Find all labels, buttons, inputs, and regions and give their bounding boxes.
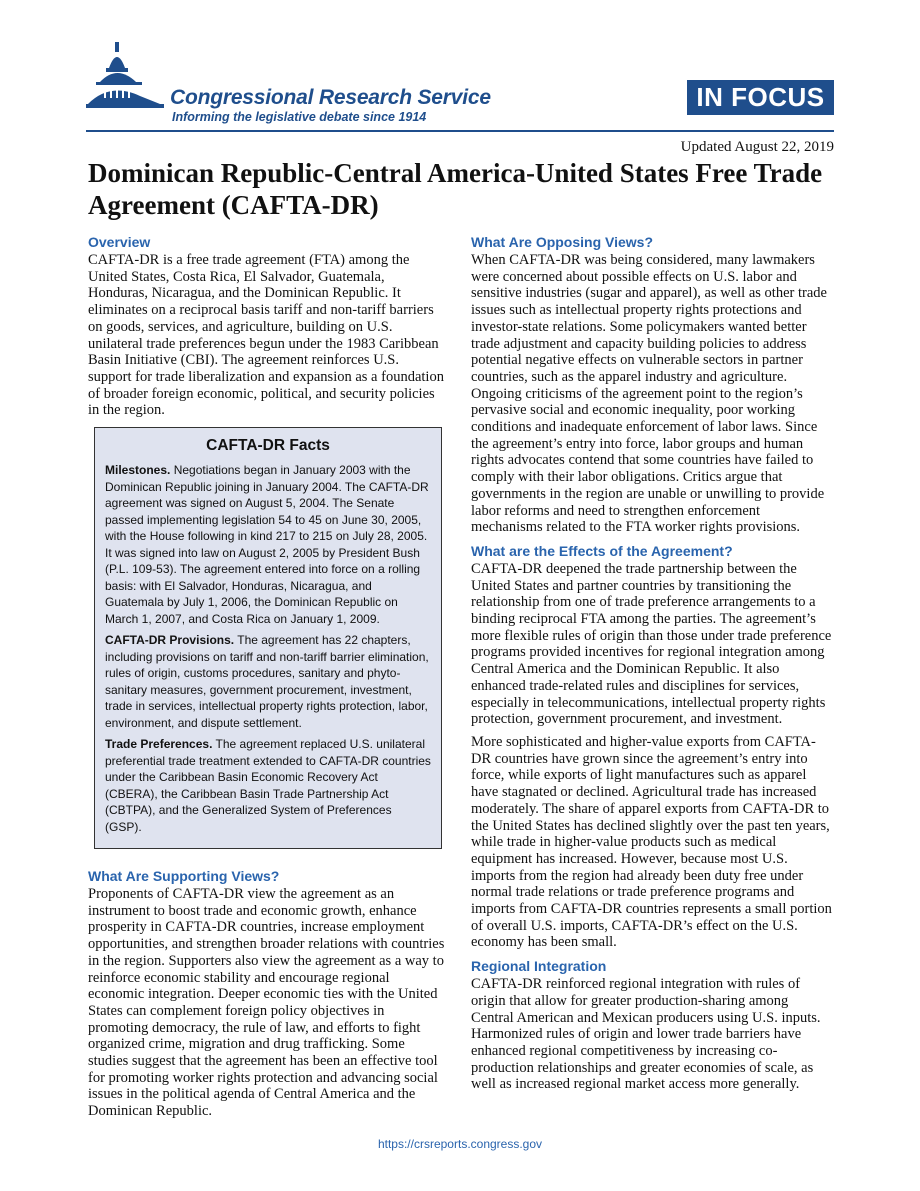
provisions-paragraph [105,632,431,731]
opposing-text: When CAFTA-DR was being considered, many lawmakers were concerned about possible effects on U.S. labor and sensitive industries (sugar and apparel), as well as other trade issues such as intellectual property rights protections and investor-state relations. Some policymakers wanted better trade adjustment and capacity building policies to address potential negative effects on vulnerable sectors in partner countries, such as the apparel industry and agriculture. Ongoing criticisms of the agreement point to the region’s pervasive social and economic inequality, poor working conditions and inadequate enforcement of labor laws. Since the agreement’s entry into force, labor groups and human rights advocates contend that some countries have failed to comply with their labor obligations. Critics argue that governments in the region are unable or unwilling to provide labor reforms and need to strengthen enforcement mechanisms related to the FTA worker rights provisions. [471,252,827,536]
effects-text-2: More sophisticated and higher-value exports from CAFTA-DR countries have grown since the agreement’s entry into force, while exports of light manufactures such as apparel have stagnated or declined. Agricultural trade has increased moderately. The share of apparel exports from CAFTA-DR to the United States has declined slightly over the past ten years, while trade in higher-value products such as medical equipment has increased. However, because most U.S. imports from the region had already been duty free under normal trade relations or trade preference programs and imports from CAFTA-DR countries represents a small portion of overall U.S. imports, CAFTA-DR’s effect on the U.S. economy has been small. [471,733,832,951]
milestones-paragraph [105,462,431,627]
overview-section [88,233,446,419]
opposing-heading: What Are Opposing Views? [471,234,654,250]
preferences-text: The agreement replaced U.S. unilateral preferential trade treatment extended to CAFTA-DR countries under the Caribbean Basin Economic Recovery Act (CBERA), the Caribbean Basin Trade Partnership Act (CBTPA), and the Generalized System of Preferences (GSP). [105,737,431,834]
effects-heading: What are the Effects of the Agreement? [471,542,733,559]
right-column [471,233,833,1099]
integration-heading: Regional Integration [471,958,607,975]
milestones-label: Milestones. [105,463,171,478]
provisions-text: The agreement has 22 chapters, including provisions on tariff and non-tariff barrier elimination, rules of origin, customs procedures, sanitary and phyto-sanitary measures, government procurement, investment, trade in services, intellectual property rights protection, labor, environment, and dispute settlement. [105,633,429,730]
facts-box-title: CAFTA-DR Facts [206,437,330,455]
overview-text: CAFTA-DR is a free trade agreement (FTA) among the United States, Costa Rica, El Salvador, Guatemala, Honduras, Nicaragua, and the Dominican Republic. It eliminates on a reciprocal basis tariff and non-tariff barriers on goods, services, and agriculture, building on U.S. unilateral trade preferences begun under the 1983 Caribbean Basin Initiative (CBI). The agreement reinforces U.S. support for trade liberalization and expansion as a foundation of broader foreign economic, political, and security policies in the region. [88,252,444,419]
milestones-text: Negotiations began in January 2003 with the Dominican Republic joining in January 2004. The CAFTA-DR agreement was signed on August 5, 2004. The Senate passed implementing legislation 54 to 45 on June 30, 2005, with the House following in kind 217 to 215 on July 28, 2005. It was signed into law on August 2, 2005 by President Bush (P.L. 109-53). The agreement entered into force on a rolling basis: with El Salvador, Honduras, Nicaragua, and Guatemala by July 1, 2006, the Dominican Republic on March 1, 2007, and Costa Rica on January 1, 2009. [105,463,429,626]
updated-date: Updated August 22, 2019 [680,139,834,155]
in-focus-badge: IN FOCUS [687,80,834,115]
effects-text-1: CAFTA-DR deepened the trade partnership between the United States and partner countries by transitioning the relationship from one of trade preference arrangements to a binding reciprocal FTA among the parties. The agreement’s more flexible rules of origin than those under trade preference programs provided incentives for regional integration among Central America and the Dominican Republic. It also enhanced trade-related rules and disciplines for services, especially in telecommunications, intellectual property rights protection, government procurement, and investment. [471,560,832,728]
supporting-text: Proponents of CAFTA-DR view the agreement as an instrument to boost trade and economic growth, enhance prosperity in CAFTA-DR countries, increase employment opportunities, and strengthen broader relations with countries in the region. Supporters also view the agreement as a way to reinforce economic stability and encourage regional economic integration. Deeper economic ties with the United States can complement foreign policy objectives in promoting democracy, the rule of law, and efforts to fight organized crime, migration and drug trafficking. Some studies suggest that the agreement has been an effective tool for promoting worker rights protection and advancing social issues in the political agenda of Central America and the Dominican Republic. [88,886,445,1120]
preferences-label: Trade Preferences. [105,737,213,752]
org-name: Congressional Research Service [170,86,491,109]
footer-link[interactable]: https://crsreports.congress.gov [377,1137,543,1151]
opposing-section [471,233,833,536]
preferences-paragraph [105,736,431,835]
integration-text: CAFTA-DR reinforced regional integration with rules of origin that allow for greater production-sharing among Central American and Mexican producers using U.S. inputs. Harmonized rules of origin and lower trade barriers have enhanced regional competitiveness by increasing co-production relationships and greater economies of scale, as well as increased regional market access more generally. [471,976,821,1093]
header-divider [86,130,834,132]
capitol-dome-icon [86,38,166,118]
facts-box [94,427,442,849]
effects-section [471,542,833,951]
left-column [88,233,446,1126]
org-tagline: Informing the legislative debate since 1914 [172,110,427,124]
provisions-label: CAFTA-DR Provisions. [105,633,235,648]
overview-heading: Overview [88,234,151,250]
supporting-section [88,867,446,1120]
document-title: Dominican Republic-Central America-United States Free Trade Agreement (CAFTA-DR) [88,158,823,220]
integration-section [471,957,833,1093]
page-header [0,0,920,135]
supporting-heading: What Are Supporting Views? [88,868,280,885]
